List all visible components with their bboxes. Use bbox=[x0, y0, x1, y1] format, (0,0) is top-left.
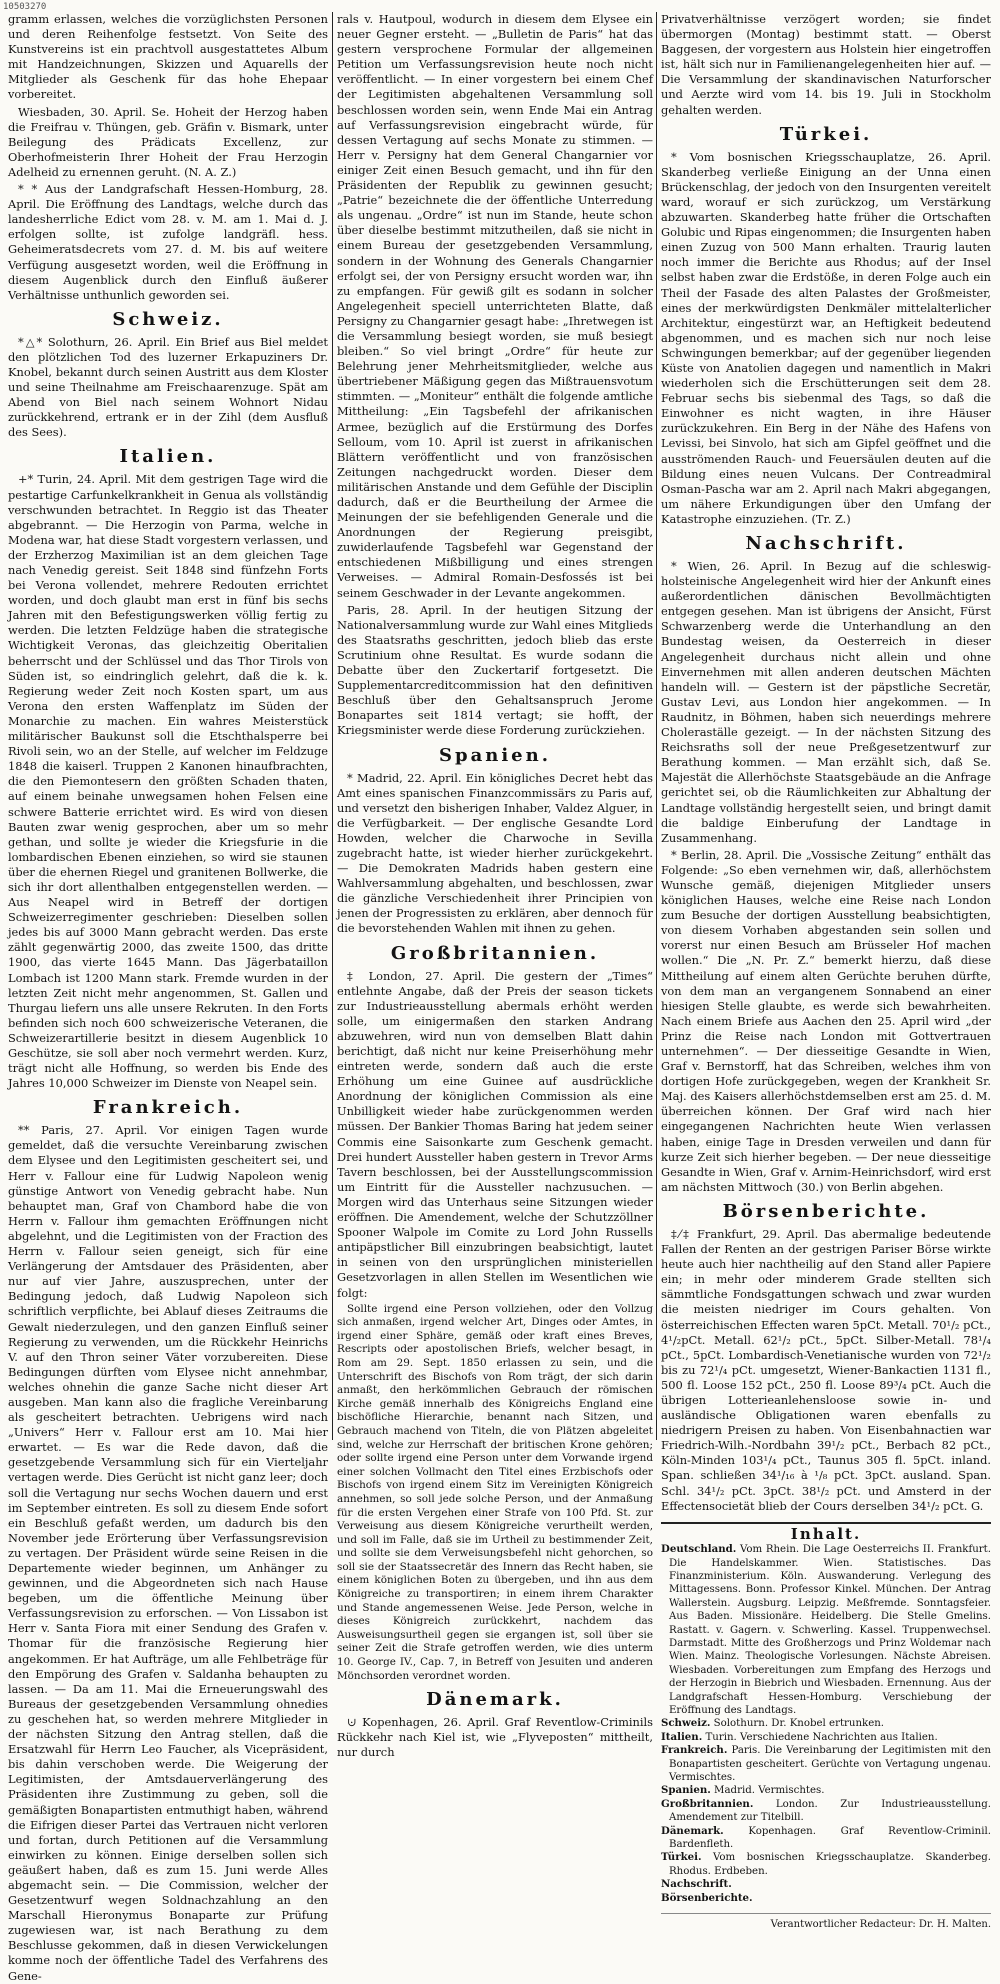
column-1 bbox=[8, 12, 328, 1983]
toc-entry-label: Dänemark. bbox=[661, 1824, 724, 1837]
article-madrid: * Madrid, 22. April. Ein königliches Decret hebt das Amt eines spanischen Finanzcommissärs zu Paris auf, und versetzt den bisherigen Inhaber, Valdez Alguer, in die Verfügbarkeit. — Der englische Gesandte Lord Howden, welcher die Charwoche in Sevilla zugebracht hatte, ist wieder hierher zurückgekehrt. — Die Demokraten Madrids haben gestern eine Wahlversammlung abgehalten, und beschlossen, zwar die gänzliche Verschiedenheit ihrer Principien von jenen der Progressisten zu erklären, aber dennoch für die bevorstehenden Wahlen mit ihnen zu gehen. bbox=[337, 770, 653, 936]
toc-entry-label: Nachschrift. bbox=[661, 1878, 732, 1891]
section-heading-frankreich: Frankreich. bbox=[92, 1097, 244, 1119]
toc-entry bbox=[661, 1784, 991, 1797]
toc-entry-text: Turin. Verschiedene Nachrichten aus Italien. bbox=[705, 1731, 938, 1743]
article-paris-continued: rals v. Hautpoul, wodurch in diesem dem Elysee ein neuer Gegner ersteht. — „Bulletin de Paris“ hat das gestern versprochene Formular der allgemeinen Petition um Verfassungsrevision heute noch nicht veröffentlicht. — In einer vorgestern bei einem Chef der Legitimisten abgehaltenen Versammlung soll beschlossen worden sein, wenn Ende Mai ein Antrag auf Verfassungsrevision eingebracht würde, für dessen Vertagung auf sechs Monate zu stimmen. — Herr v. Persigny hat dem General Changarnier vor einiger Zeit einen Besuch gemacht, und ihn für den Präsidenten der Republik zu gewinnen gesucht; „Patrie“ bezeichnete die der öffentliche Unterredung als ungenau. „Ordre“ ist nun im Stande, heute schon über dieselbe bestimmt mitzutheilen, daß sie nicht in einem Bureau der gesetzgebenden Versammlung, sondern in der Wohnung des Generals Changarnier erfolgt sei, der von Persigny ersucht worden war, ihn zu empfangen. Für gewiß gilt es sodann in solcher Angelegenheit speciell unterrichteten Blatte, daß Persigny zu Changarnier gesagt habe: „Ihretwegen ist die Versammlung besiegt worden, sie muß besiegt bleiben.“ So viel bringt „Ordre“ für heute zur Belehrung jener Mehrheitsmitglieder, welche aus übertriebener Mäßigung gegen das Mißtrauensvotum stimmten. — „Moniteur“ enthält die folgende amtliche Mittheilung: „Ein Tagsbefehl der afrikanischen Armee, bezüglich auf die Erstürmung des Dorfes Selloum, vom 10. April ist zuerst in afrikanischen Blättern veröffentlicht und von französischen Zeitungen nachgedruckt worden. Dieser dem militärischen Anstande und dem Gefühle der Disciplin dadurch, daß er die Beurtheilung der Armee die Meinungen der sie befehligenden Generale und die Anordnungen der Regierung preisgibt, zuwiderlaufende Tagsbefehl war Gegenstand der entschiedenen Mißbilligung und eines strengen Verweises. — Admiral Romain-Desfossés ist bei seinem Geschwader in der Levante angekommen. bbox=[337, 12, 653, 600]
toc-entry-label: Italien. bbox=[661, 1730, 703, 1743]
toc-entry-label: Spanien. bbox=[661, 1784, 711, 1797]
section-heading-schweiz: Schweiz. bbox=[112, 308, 224, 330]
column-2 bbox=[337, 12, 653, 1760]
toc-entry bbox=[661, 1744, 991, 1784]
toc-entry-label: Schweiz. bbox=[661, 1717, 711, 1730]
toc-title: Inhalt. bbox=[790, 1524, 862, 1543]
toc-entry-label: Börsenberichte. bbox=[661, 1891, 753, 1904]
table-of-contents bbox=[661, 1522, 991, 1905]
article-paris: ** Paris, 27. April. Vor einigen Tagen wurde gemeldet, daß die versuchte Vereinbarung zwischen dem Elysee und den Legitimisten gescheitert sei, und Herr v. Fallour eine für Ludwig Napoleon wenig günstige Antwort von Venedig gebracht habe. Nun behauptet man, Graf von Chambord habe die von Herrn v. Fallour ihm gemachten Eröffnungen nicht abgelehnt, und die Legitimisten von der Fraction des Herrn v. Fallour seien geneigt, sich für eine Verlängerung der Amtsdauer des Präsidenten, aber nur auf vier Jahre, auszusprechen, unter der Bedingung jedoch, daß Ludwig Napoleon sich schriftlich verpflichte, bei Ablauf dieses Zeitraums die Gewalt niederzulegen, und den ganzen Einfluß seiner Regierung zu verwenden, um die Rückkehr Heinrichs V. auf den Thron seiner Väter vorzubereiten. Diese Bedingungen dürften vom Elysee nicht annehmbar, welches ohnehin die ganze Sache nicht dieser Art ausgeben. Man kann also die fragliche Vereinbarung als gescheitert betrachten. Uebrigens wird nach „Univers“ Herr v. Fallour erst am 10. Mai hier erwartet. — Es war die Rede davon, daß die gesetzgebende Versammlung sich für ein Vierteljahr vertagen werde. Dies Gerücht ist nicht ganz leer; doch soll die Vertagung nur sechs Wochen dauern und erst im September eintreten. Es soll zu diesem Ende sofort ein Beschluß gefaßt werden, um dadurch bis den November jede Erörterung über Verfassungsrevision zu vertagen. Der Präsident würde seine Reisen in die Departemente wieder beginnen, um Anhänger zu gewinnen, und die Abgeordneten sich nach Hause begeben, um die öffentliche Meinung über Verfassungsrevision zu erforschen. — Von Lissabon ist Herr v. Santa Fiora mit einer Sendung des Grafen v. Thomar für die französische Regierung hier angekommen. Er hat Aufträge, um alle Fehlbeträge für den Empörung des Grafen v. Saldanha behaupten zu lassen. — Da am 11. Mai die Erneuerungswahl des Bureaus der gesetzgebenden Versammlung ohnedies zu geschehen hat, so werden mehrere Mitglieder in der nächsten Sitzung den Antrag stellen, daß die Ersatzwahl für Herrn Leo Faucher, als Vicepräsident, bis dahin verschoben werde. Die Weigerung der Legitimisten, der Amtsdauerverlängerung des Präsidenten ihre Zustimmung zu geben, soll die gemäßigten Bonapartisten entmuthigt haben, während die Eifrigen dieser Partei das Vertrauen nicht verloren und fortan, durch Petitionen auf die Versammlung einwirken zu können. Einige derselben sollen sich geäußert haben, daß es zum 15. Juni werde Alles abgemacht sein. — Die Commission, welcher der Gesetzentwurf wegen Soldnachzahlung an den Marschall Hieronymus Bonaparte zur Prüfung zugewiesen war, ist nach Berathung zu dem Beschlusse gekommen, daß in diesen Verwickelungen komme noch der öffentliche Tadel des Verfahrens des Gene- bbox=[8, 1123, 328, 1983]
toc-entry bbox=[661, 1731, 991, 1744]
article-berlin: * Berlin, 28. April. Die „Vossische Zeitung“ enthält das Folgende: „So eben vernehmen wir, daß, allerhöchstem Wunsche gemäß, diejenigen Mitglieder unsers königlichen Hauses, welche eine Reise nach London zum Besuche der dortigen Ausstellung beabsichtigten, von diesem Vorhaben abgestanden sein sollen und vorerst nur einen Besuch am Brüsseler Hof machen wollen.“ Die „N. Pr. Z.“ bemerkt hierzu, daß diese Mittheilung auf einem alten Gerüchte beruhen dürfte, von dem man an vergangenem Sonnabend an einer hiesigen Stelle glaubte, es werde sich bewahrheiten. Nach einem Briefe aus Aachen den 25. April wird „der Prinz die Reise nach London mit Gottvertrauen unternehmen“. — Der diesseitige Gesandte in Wien, Graf v. Bernstorff, hat das Schreiben, welches ihm von dortigen Hofe zurückgegeben, wegen der Krankheit Sr. Maj. des Kaisers allerhöchstdemselben erst am 25. d. M. überreichen können. Der Graf wird nach hier eingegangenen Nachrichten heute Wien verlassen haben, einige Tage in Dresden verweilen und dann für kurze Zeit sich hierher begeben. — Der neue diesseitige Gesandte in Wien, Graf v. Arnim-Heinrichsdorf, wird erst am nächsten Mittwoch (30.) von Berlin abgehen. bbox=[661, 847, 991, 1194]
section-heading-boerse: Börsenberichte. bbox=[722, 1200, 930, 1222]
toc-entry bbox=[661, 1543, 991, 1717]
article-frankfurt: ‡⁄‡ Frankfurt, 29. April. Das abermalige bedeutende Fallen der Renten an der gestrigen Pariser Börse wirkte heute auch hier nachtheilig auf den Stand aller Papiere ein; in mehr oder minderem Grade stellten sich sämmtliche Fondsgattungen schwach und zwar wurden die meisten niedriger im Cours gehalten. Von österreichischen Effecten waren 5pCt. Metall. 70¹/₂ pCt., 4¹/₂pCt. Metall. 62¹/₂ pCt., 5pCt. Silber-Metall. 78¹/₄ pCt., 5pCt. Lombardisch-Venetianische wurden von 72¹/₂ bis zu 72¹/₄ pCt. umgesetzt, Wiener-Bankactien 1131 fl., 500 fl. Loose 152 pCt., 250 fl. Loose 89³/₄ pCt. Auch die übrigen Lotterieanlehensloose sowie in- und ausländische Obligationen waren ebenfalls zu niedrigern Preisen zu haben. Von Eisenbahnactien war Friedrich-Wilh.-Nordbahn 39¹/₂ pCt., Berbach 82 pCt., Köln-Minden 103¹/₄ pCt., Taunus 305 fl. 5pCt. inland. Span. schließen 34¹/₁₆ à ¹/₈ pCt. 3pCt. ausland. Span. Schl. 34¹/₂ pCt. 3pCt. 38¹/₂ pCt. und Amsterd in der Effectensocietät blieb der Cours derselben 34¹/₂ pCt. G. bbox=[661, 1226, 991, 1513]
toc-entry bbox=[661, 1851, 991, 1878]
column-3 bbox=[661, 12, 991, 1931]
article-turin: +* Turin, 24. April. Mit dem gestrigen Tage wird die pestartige Carfunkelkrankheit in Genua als vollständig verschwunden betrachtet. In Reggio ist das Theater abgebrannt. — Die Herzogin von Parma, welche in Modena war, hat diese Stadt vorgestern verlassen, und der Erzherzog Maximilian ist an dem gleichen Tage nach Venedig gereist. Seit 1848 sind fünfzehn Forts bei Verona vollendet, mehrere Redouten errichtet worden, und doch glaubt man erst in fünf bis sechs Jahren mit den Befestigungswerken völlig fertig zu werden. Die letzten Feldzüge haben die strategische Wichtigkeit Veronas, das gleichzeitig Oberitalien beherrscht und der Schlüssel und das Thor Tirols von Süden ist, so eindringlich gelehrt, daß die k. k. Regierung weder Zeit noch Kosten spart, um aus Verona den ersten Waffenplatz im Süden der Monarchie zu machen. Ein wahres Meisterstück militärischer Baukunst soll die Etschthalsperre bei Rivoli sein, wo an der Stelle, auf welcher im Feldzuge 1848 die kaiserl. Truppen 2 Kanonen hinaufbrachten, die den Piemontesern den größten Schaden thaten, auf einem beinahe unwegsamen hohen Felsen eine schwere Batterie errichtet wird. Es wird von diesen Bauten zwar wenig gesprochen, aber um so mehr gethan, und sollte je wieder die Kriegsfurie in die lombardischen Ebenen einziehen, so wird sie staunen über die ehernen Riegel und granitenen Bollwerke, die sich ihr dort allenthalben entgegenstellen werden. — Aus Neapel wird in Betreff der dortigen Schweizerregimenter geschrieben: Dieselben sollen jedes bis auf 3000 Mann gebracht werden. Das erste zählt gegenwärtig 2000, das zweite 1500, das dritte 1900, das vierte 1645 Mann. Das Jägerbataillon Lombach ist 1200 Mann stark. Fremde wurden in der letzten Zeit nicht mehr angenommen, St. Gallen und Thurgau liefern uns alle unsere Rekruten. In den Forts befinden sich noch 600 schweizerische Veteranen, die Schweizerartillerie besitzt in diesem Augenblick 10 Geschütze, sie soll aber noch vermehrt werden. Kurz, trägt nicht alle Hoffnung, so werden bis Ende des Jahres 10,000 Schweizer im Dienste von Neapel sein. bbox=[8, 472, 328, 1091]
article-solothurn: *△* Solothurn, 26. April. Ein Brief aus Biel meldet den plötzlichen Tod des luzerner Erkapuziners Dr. Knobel, bekannt durch seinen Austritt aus dem Kloster und seine Theilnahme am Freischaarenzuge. Spät am Abend von Biel nach seinem Wohnort Nidau zurückkehrend, ertrank er in der Zihl (dem Ausfluß des Sees). bbox=[8, 334, 328, 440]
toc-entry-text: Kopenhagen. Graf Reventlow-Criminil. Bardenfleth. bbox=[669, 1825, 991, 1851]
toc-entry-text: Vom bosnischen Kriegsschauplatze. Skanderbeg. Rhodus. Erdbeben. bbox=[669, 1852, 991, 1877]
toc-entry-text: Solothurn. Dr. Knobel ertrunken. bbox=[713, 1718, 885, 1730]
article-paragraph: gramm erlassen, welches die vorzüglichsten Personen und deren Reihenfolge festsetzt. Von Seite des Kunstvereins ist ein prachtvoll ausgestattetes Album mit Handzeichnungen, Skizzen und Aquarells der Mitglieder als Geschenk für das hohe Ehepaar vorbereitet. bbox=[8, 12, 328, 102]
article-london: ‡ London, 27. April. Die gestern der „Times“ entlehnte Angabe, daß der Preis der season tickets zur Industrieausstellung abermals erhöht werden solle, um einigermaßen den starken Andrang abzuwehren, wird nun von demselben Blatt dahin berichtigt, daß nicht nur keine Preiserhöhung mehr eintreten werde, sondern daß auch die erste Erhöhung um eine Guinee auf ausdrückliche Anordnung der königlichen Commission als eine Unbilligkeit wieder habe zurückgenommen werden müssen. Der Bankier Thomas Baring hat jedem seiner Commis eine Saisonkarte zum Geschenk gemacht. Drei hundert Aussteller haben gestern in Trevor Arms Tavern beschlossen, bei der Ausstellungscommission um Eintritt für die Aussteller nachzusuchen. — Morgen wird das Unterhaus seine Sitzungen wieder eröffnen. Die Amendement, welche der Schutzzöllner Spooner Walpole im Comite zu Lord John Russells antipäpstlicher Bill einzubringen beabsichtigt, lautet in seinen von den ursprünglichen ministeriellen Gesetzvorlagen in allen Stellen im Wesentlichen wie folgt: bbox=[337, 968, 653, 1300]
toc-entry-text: London. Zur Industrieausstellung. Amendement zur Titelbill. bbox=[669, 1798, 991, 1824]
toc-entry-label: Frankreich. bbox=[661, 1744, 728, 1757]
toc-entry-text: Vom Rhein. Die Lage Oesterreichs II. Frankfurt. Die Handelskammer. Wien. Statistisches. Das Finanzministerium. Köln. Auswanderung. Verlegung des Mittagessens. Bonn. Professor Kinkel. München. Der Antrag Wallerstein. Augsburg. Leipzig. Meßfremde. Sonntagsfeier. Aus Baden. Missionäre. Heidelberg. Die Stelle Gmelins. Rastatt. v. Gagern. v. Schwerling. Kassel. Truppenwechsel. Darmstadt. Mitte des Großherzogs und Prinz Woldemar nach Wien. Mainz. Theologische Vorlesungen. Nächste Abreisen. Wiesbaden. Vorbereitungen zum Empfang des Herzogs und der Herzogin in Biebrich und Wiesbaden. Ernennung. Aus der Landgrafschaft Hessen-Homburg. Verschiebung der Eröffnung des Landtags. bbox=[669, 1544, 991, 1716]
toc-entry-label: Türkei. bbox=[661, 1851, 702, 1864]
toc-entry-label: Deutschland. bbox=[661, 1543, 737, 1556]
article-wiesbaden: Wiesbaden, 30. April. Se. Hoheit der Herzog haben die Freifrau v. Thüngen, geb. Gräfin v. Bismark, unter Beilegung des Prädicats Excellenz, zur Oberhofmeisterin Ihrer Hoheit der Frau Herzogin Adelheid zu ernennen geruht. (N. A. Z.) bbox=[8, 104, 328, 179]
article-bill-text: Sollte irgend eine Person vollziehen, oder den Vollzug sich anmaßen, irgend welcher Art, Dinges oder Amtes, in irgend einer Sphäre, gemäß oder kraft eines Breves, Rescripts oder apostolischen Briefs, welcher besagt, in Rom am 29. Sept. 1850 erlassen zu sein, und die Unterschrift des Bischofs von Rom trägt, der sich darin anmaßt, den herkömmlichen Gebrauch der römischen Kirche gemäß innerhalb des Königreichs England eine bischöfliche Hierarchie, benannt nach Sitzen, und Gebrauch machend von Titeln, die von Plätzen abgeleitet sind, welche zur Herrschaft der britischen Krone gehören; oder sollte irgend eine Person unter dem Vorwande irgend einer solchen Vollmacht den Titel eines Erzbischofs oder Bischofs von irgend einem Sitz im Vereinigten Königreich annehmen, so soll jede solche Person, und der Anmaßung für die ersten Vergehen einer Strafe von 100 Pfd. St. zur Verweisung aus diesem Königreiche verurtheilt werden, und soll im Falle, daß sie im Urtheil zu bestimmender Zeit, und sollte sie dem Verweisungsbefehl nicht gehorchen, so soll sie der Staatssecretär des Innern das Recht haben, sie einem königlichen Boten zu übergeben, und ihn aus dem Königreiche zu transportiren; in einem ihrem Charakter und Stande angemessenen Weise. Jede Person, welche in dieses Königreich zurückkehrt, nachdem das Ausweisungsurtheil gegen sie ergangen ist, soll über sie seiner Zeit die Strafe getroffen werden, wie dies unterm 10. George IV., Cap. 7, in Betreff von Jesuiten und anderen Mönchsorden verordnet worden. bbox=[337, 1302, 653, 1682]
section-heading-tuerkei: Türkei. bbox=[779, 123, 873, 145]
toc-entry bbox=[661, 1717, 991, 1730]
toc-entry bbox=[661, 1798, 991, 1825]
toc-entry-text: Paris. Die Vereinbarung der Legitimisten mit den Bonapartisten gescheitert. Gerüchte von Vertagung ungenau. Vermischtes. bbox=[669, 1745, 991, 1784]
toc-entry bbox=[661, 1892, 991, 1905]
article-kopenhagen: ⊍ Kopenhagen, 26. April. Graf Reventlow-Criminils Rückkehr nach Kiel ist, wie „Flyveposten“ mittheilt, nur durch bbox=[337, 1715, 653, 1760]
section-heading-daenemark: Dänemark. bbox=[426, 1689, 564, 1711]
toc-entry-text: Madrid. Vermischtes. bbox=[714, 1785, 825, 1797]
article-hessen-homburg: * * Aus der Landgrafschaft Hessen-Homburg, 28. April. Die Eröffnung des Landtags, welche durch das landesherrliche Edict vom 28. v. M. am 1. Mai d. J. erfolgen sollte, ist zufolge landgräfl. hess. Geheimeratsdecrets vom 27. d. M. bis auf weitere Verfügung ausgesetzt worden, weil die Eröffnung in diesem Augenblick durch den Einfluß äußerer Verhältnisse unthunlich geworden sei. bbox=[8, 182, 328, 302]
page-id: 10503270 bbox=[3, 2, 47, 12]
toc-entries bbox=[661, 1543, 991, 1905]
section-heading-spanien: Spanien. bbox=[439, 744, 551, 766]
section-heading-italien: Italien. bbox=[119, 446, 217, 468]
column-rule bbox=[656, 12, 657, 1440]
section-heading-nachschrift: Nachschrift. bbox=[745, 533, 907, 554]
article-paris-28: Paris, 28. April. In der heutigen Sitzung der Nationalversammlung wurde zur Wahl eines Mitglieds des Staatsraths geschritten, jedoch blieb das erste Scrutinium ohne Resultat. Es wurde sodann die Debatte über den Zuckertarif fortgesetzt. Die Supplementarcreditcommission hat den definitiven Beschluß über den Gehaltsanspruch Jerome Bonapartes seit 1814 vertagt; sie hofft, der Kriegsminister werde diese Forderung zurückziehen. bbox=[337, 602, 653, 738]
article-bosnien: * Vom bosnischen Kriegsschauplatze, 26. April. Skanderbeg verließe Einigung an der Unna einen Brückenschlag, der jedoch von den Insurgenten vereitelt ward, worauf er sich zurückzog, um Verstärkung abzuwarten. Skanderbeg hatte früher die Ortschaften Golubic und Ripas eingenommen; die Insurgenten haben einen Zuzug von 500 Mann erhalten. Traurig lauten noch immer die Berichte aus Rhodus; auf der Insel selbst haben zwar die Erdstöße, in deren Folge auch ein Theil der Fasade des alten Palastes der Großmeister, eines der merkwürdigsten Denkmäler mittelalterlicher Architektur, eingestürzt war, an Heftigkeit bedeutend abgenommen, und es machen sich nur noch leise Schwingungen bemerkbar; auf der gegenüber liegenden Küste von Anatolien dagegen und namentlich in Makri wiederholen sich die Erschütterungen seit dem 28. Februar sechs bis siebenmal des Tags, so daß die Einwohner es nicht wagten, in ihre Häuser zurückzukehren. Ein Berg in der Nähe des Hafens von Levissi, bei Sinvolo, hat sich am Gipfel geöffnet und die ausströmenden Rauch- und Feuersäulen deuten auf die Bildung eines neuen Vulcans. Der Contreadmiral Osman-Pascha war am 2. April nach Makri abgegangen, um nähere Erkundigungen über den Umfang der Katastrophe einzuziehen. (Tr. Z.) bbox=[661, 149, 991, 526]
editor-credit: Verantwortlicher Redacteur: Dr. H. Malten. bbox=[661, 1913, 991, 1932]
article-wien: * Wien, 26. April. In Bezug auf die schleswig-holsteinische Angelegenheit wird hier der Ankunft eines außerordentlichen dänischen Bevollmächtigten entgegen gesehen. Man ist übrigens der Ansicht, Fürst Schwarzenberg werde die Unterhandlung an den Bundestag weisen, da Oesterreich in dieser Angelegenheit durchaus nicht allein und ohne Einvernehmen mit allen anderen deutschen Mächten handeln will. — Gestern ist der päpstliche Secretär, Gustav Levi, aus London hier angekommen. — In Raudnitz, in Böhmen, haben sich neuerdings mehrere Choleraställe gezeigt. — In der nächsten Sitzung des Reichsraths soll der neue Preßgesetzentwurf zur Berathung kommen. — Man erzählt sich, daß Se. Majestät die Allerhöchste Staatsgebäude an die Anfrage gerichtet sei, ob die Räumlichkeiten zur Abhaltung der Landtage vollständig hergestellt seien, und bringt damit die baldige Einberufung der Landtage in Zusammenhang. bbox=[661, 559, 991, 845]
article-kopenhagen-continued: Privatverhältnisse verzögert worden; sie findet übermorgen (Montag) bestimmt statt. — Oberst Baggesen, der vorgestern aus Holstein hier eingetroffen ist, hält sich nur in Familienangelegenheiten hier auf. — Die Versammlung der skandinavischen Naturforscher und Aerzte wird vom 14. bis 19. Juli in Stockholm gehalten werden. bbox=[661, 12, 991, 117]
column-rule bbox=[332, 12, 333, 1440]
toc-entry-label: Großbritannien. bbox=[661, 1797, 754, 1810]
toc-entry bbox=[661, 1878, 991, 1891]
section-heading-grossbritannien: Großbritannien. bbox=[390, 942, 600, 964]
toc-entry bbox=[661, 1825, 991, 1852]
